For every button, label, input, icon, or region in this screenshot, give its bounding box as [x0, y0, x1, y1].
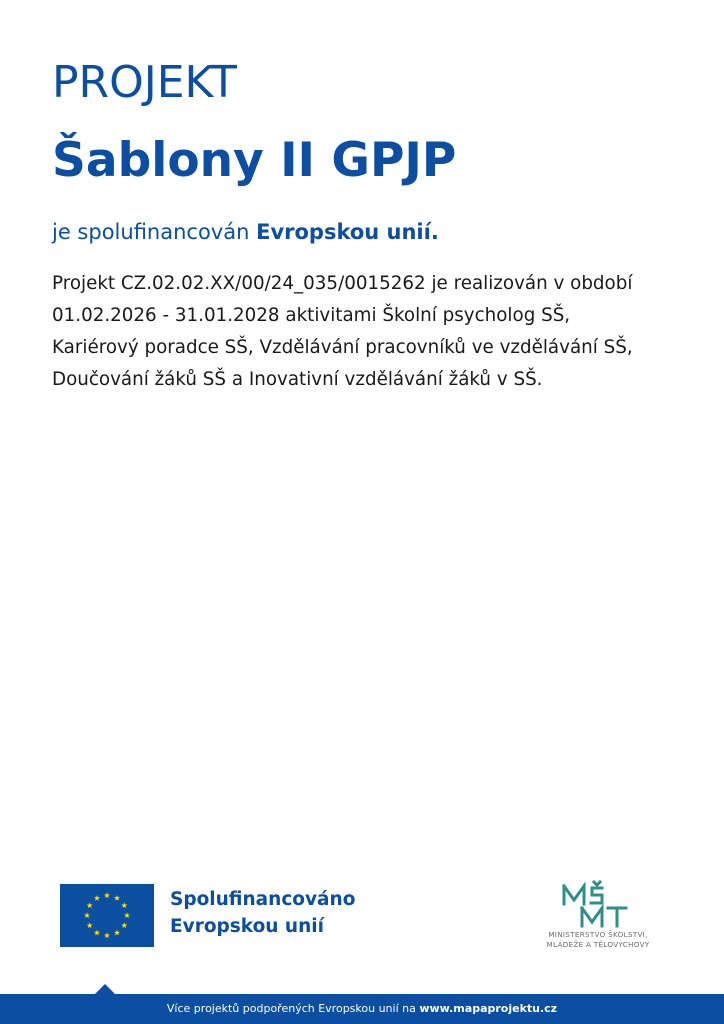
cofinance-prefix: je spolufinancován [52, 220, 257, 244]
eu-logo-line1: Spolufinancováno [170, 889, 356, 910]
cofinance-statement [52, 216, 439, 248]
msmt-caption-line1: MINISTERSTVO ŠKOLSTVÍ, [548, 930, 648, 939]
eu-logo-line2: Evropskou unií [170, 916, 324, 937]
project-kicker: PROJEKT [52, 57, 237, 108]
msmt-caption-line2: MLÁDEŽE A TĚLOVÝCHOVY [546, 940, 650, 949]
project-description: Projekt CZ.02.02.XX/00/24_035/0015262 je realizován v období 01.02.2026 - 31.01.2028 aktivitami Školní psycholog SŠ, Kariérový poradce SŠ, Vzdělávání pracovníků ve vzdělávání SŠ, Doučování žáků SŠ a Inovativní vzdělávání žáků v SŠ. [52, 273, 633, 390]
eu-cofinance-logo-text [170, 886, 355, 940]
footer-prefix: Více projektů podpořených Evropskou unií na [166, 1002, 420, 1015]
eu-flag-icon [60, 884, 154, 947]
page-title: Šablony II GPJP [52, 133, 457, 188]
cofinance-highlight: Evropskou unií. [256, 220, 439, 244]
footer-text [0, 1001, 724, 1017]
msmt-caption [528, 930, 668, 950]
footer-link[interactable]: www.mapaprojektu.cz [419, 1002, 558, 1015]
